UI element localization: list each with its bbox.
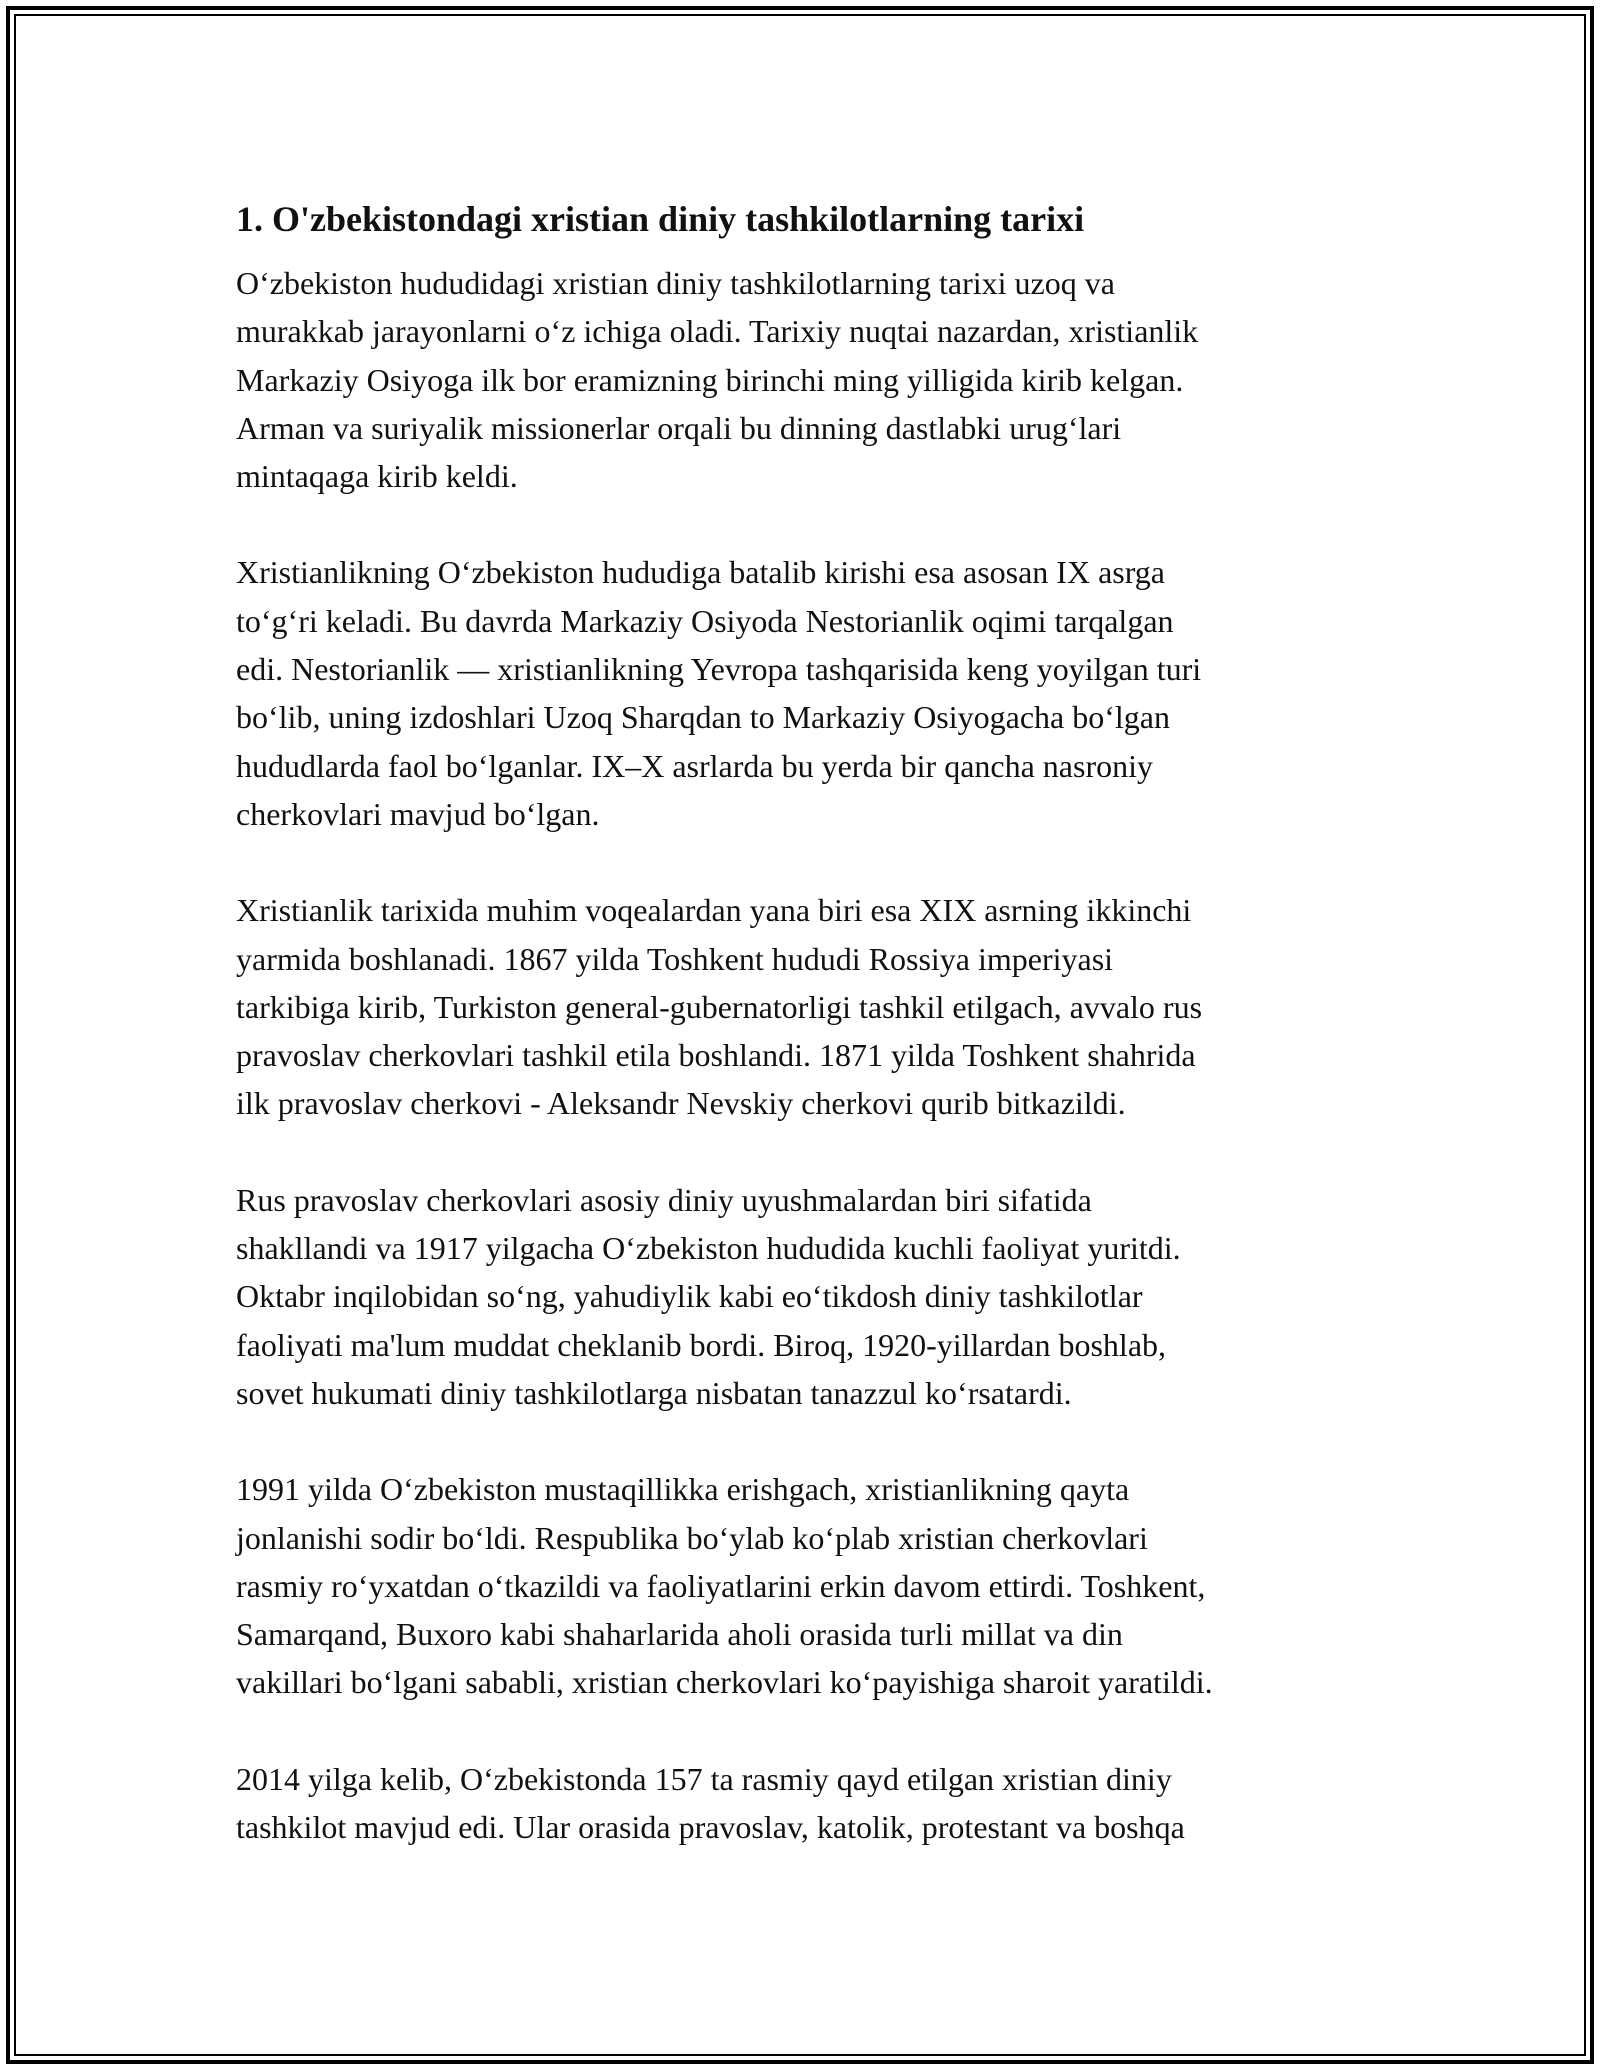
paragraph-5: 1991 yilda O‘zbekiston mustaqillikka erishgach, xristianlikning qayta jonlanishi sodir bo‘ldi. Respublika bo‘ylab ko‘plab xristian cherkovlari rasmiy ro‘yxatdan o‘tkazildi va faoliyatlarini erkin davom ettirdi. Toshkent, Samarqand, Buxoro kabi shaharlarida aholi orasida turli millat va din vakillari bo‘lgani sababli, xristian cherkovlari ko‘payishiga sharoit yaratildi.	[236, 1471, 1213, 1701]
section-heading: 1. O'zbekistondagi xristian diniy tashkilotlarning tarixi	[236, 199, 1085, 239]
paragraph-2: Xristianlikning O‘zbekiston hududiga batalib kirishi esa asosan IX asrga to‘g‘ri keladi. Bu davrda Markaziy Osiyoda Nestorianlik oqimi tarqalgan edi. Nestorianlik — xristianlikning Yevropa tashqarisida keng yoyilgan turi bo‘lib, uning izdoshlari Uzoq Sharqdan to Markaziy Osiyogacha bo‘lgan hududlarda faol bo‘lganlar. IX–X asrlarda bu yerda bir qancha nasroniy cherkovlari mavjud bo‘lgan.	[236, 554, 1202, 832]
document-body	[236, 180, 1364, 1851]
paragraph-3: Xristianlik tarixida muhim voqealardan yana biri esa XIX asrning ikkinchi yarmida boshlanadi. 1867 yilda Toshkent hududi Rossiya imperiyasi tarkibiga kirib, Turkiston general-gubernatorligi tashkil etilgach, avvalo rus pravoslav cherkovlari tashkil etila boshlandi. 1871 yilda Toshkent shahrida ilk pravoslav cherkovi - Aleksandr Nevskiy cherkovi qurib bitkazildi.	[236, 892, 1203, 1122]
paragraph-1: O‘zbekiston hududidagi xristian diniy tashkilotlarning tarixi uzoq va murakkab jarayonlarni o‘z ichiga oladi. Tarixiy nuqtai nazardan, xristianlik Markaziy Osiyoga ilk bor eramizning birinchi ming yilligida kirib kelgan. Arman va suriyalik missionerlar orqali bu dinning dastlabki urug‘lari mintaqaga kirib keldi.	[236, 265, 1199, 495]
paragraph-6: 2014 yilga kelib, O‘zbekistonda 157 ta rasmiy qayd etilgan xristian diniy tashkilot mavjud edi. Ular orasida pravoslav, katolik, protestant va boshqa	[236, 1760, 1185, 1846]
paragraph-4: Rus pravoslav cherkovlari asosiy diniy uyushmalardan biri sifatida shakllandi va 1917 yilgacha O‘zbekiston hududida kuchli faoliyat yuritdi. Oktabr inqilobidan so‘ng, yahudiylik kabi eo‘tikdosh diniy tashkilotlar faoliyati ma'lum muddat cheklanib bordi. Biroq, 1920-yillardan boshlab, sovet hukumati diniy tashkilotlarga nisbatan tanazzul ko‘rsatardi.	[236, 1181, 1181, 1411]
